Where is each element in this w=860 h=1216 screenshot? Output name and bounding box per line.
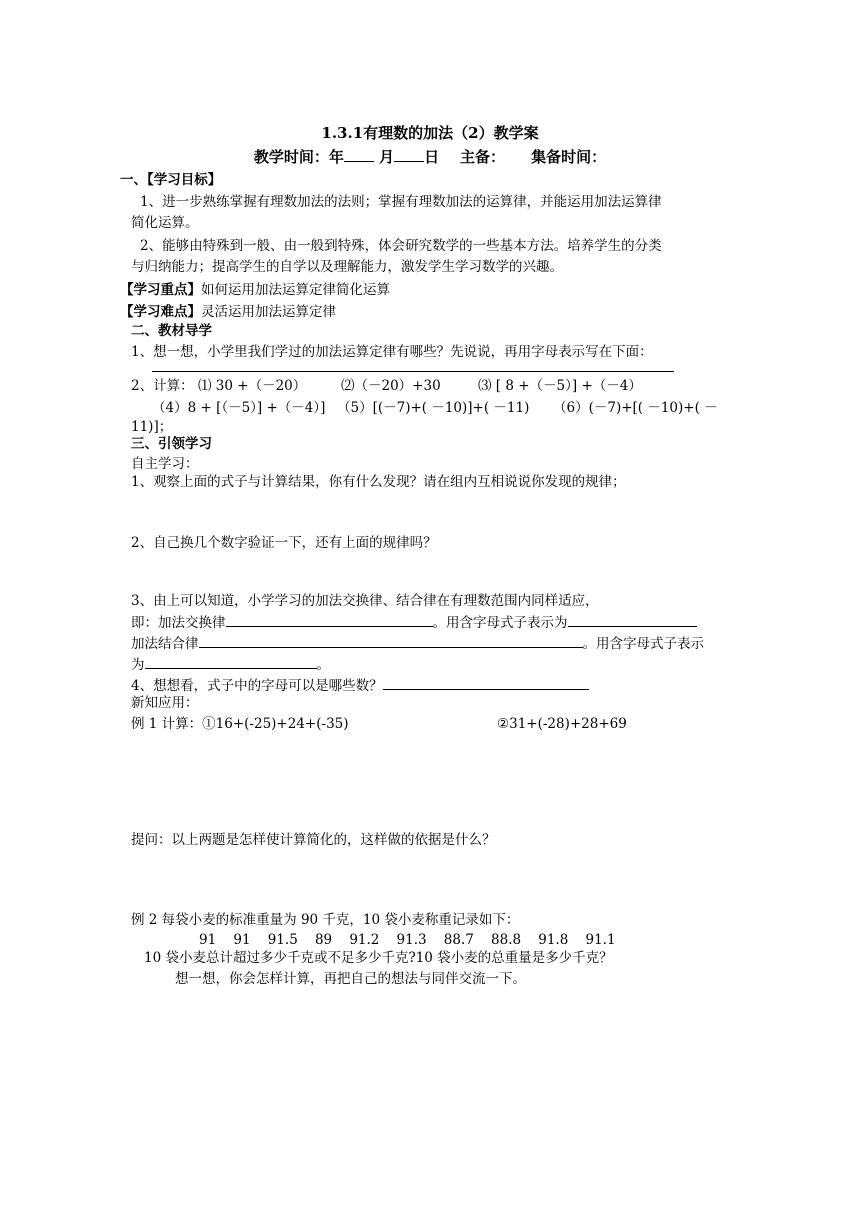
weight-value: 88.8	[491, 932, 522, 948]
letters-blank[interactable]	[383, 675, 589, 690]
goal1-line2: 简化运算。	[131, 215, 199, 231]
meta-line	[0, 147, 860, 167]
weight-value: 91	[199, 932, 217, 948]
question-2	[131, 376, 194, 396]
goal1-line1: 1、进一步熟练掌握有理数加法的法则；掌握有理数加法的运算律，并能运用加法运算律	[140, 194, 662, 210]
reflection-question: 提问：以上两题是怎样使计算简化的，这样做的依据是什么？	[131, 832, 496, 848]
q2-label: 2、计算：	[131, 378, 194, 394]
assoc-formula-blank[interactable]	[145, 654, 317, 669]
ex1-label: 例 1 计算：	[131, 716, 203, 732]
associative-line	[131, 633, 704, 654]
expr-6-cont: 11)]；	[131, 419, 173, 435]
assoc-blank[interactable]	[199, 633, 583, 648]
example-2-weights	[199, 930, 616, 950]
associative-formula-line	[131, 654, 330, 675]
weight-value: 91.2	[349, 932, 380, 948]
month-blank[interactable]	[344, 147, 374, 162]
answer-line-q1[interactable]	[152, 371, 674, 372]
example-2-line4: 想一想，你会怎样计算，再把自己的想法与同伴交流一下。	[175, 971, 526, 987]
meta-date-label: 教学时间：年	[253, 148, 344, 166]
study-item-3: 3、由上可以知道，小学学习的加法交换律、结合律在有理数范围内同样适应，	[131, 593, 599, 609]
ex1-expr-a: ①16+(-25)+24+(-35)	[202, 716, 349, 732]
difficulty-text: 灵活运用加法运算定律	[201, 304, 336, 320]
study-item-4	[131, 675, 589, 696]
page-title: 1.3.1有理数的加法（2）教学案	[321, 124, 539, 142]
weight-value: 91	[233, 932, 251, 948]
weight-value: 91.1	[585, 932, 616, 948]
expr-4: （4）8 + [（－5）] +（－4）]	[152, 400, 326, 416]
section3-heading: 三、引领学习	[131, 436, 212, 452]
key-point	[120, 280, 390, 300]
weight-value: 91.3	[396, 932, 427, 948]
day-blank[interactable]	[394, 147, 424, 162]
example-1	[131, 714, 349, 734]
line-end: 。	[316, 657, 330, 673]
meta-group-time: 集备时间：	[531, 148, 607, 166]
study-item-2: 2、自己换几个数字验证一下，还有上面的规律吗？	[131, 535, 437, 551]
key-label: 【学习重点】	[120, 282, 201, 298]
comm-prefix: 即：加法交换律	[131, 615, 226, 631]
meta-day: 日	[424, 148, 440, 166]
weight-value: 88.7	[443, 932, 474, 948]
difficulty-point	[120, 302, 336, 322]
expr-1: ⑴ 30 +（－20）	[198, 378, 307, 394]
difficulty-label: 【学习难点】	[120, 304, 201, 320]
key-text: 如何运用加法运算定律简化运算	[201, 282, 390, 298]
comm-formula-blank[interactable]	[568, 612, 697, 627]
wei-label: 为	[131, 657, 145, 673]
weight-value: 89	[314, 932, 333, 948]
goal2-line2: 与归纳能力；提高学生的自学以及理解能力，激发学生学习数学的兴趣。	[131, 259, 563, 275]
expr-2: ⑵（－20）+30	[341, 378, 441, 394]
example-2-line1: 例 2 每袋小麦的标准重量为 90 千克，10 袋小麦称重记录如下：	[131, 912, 520, 928]
new-application-label: 新知应用：	[131, 695, 199, 711]
expr-5: （5）[(－7)+( －10)]+( －11)	[337, 400, 530, 416]
section1-heading: 一、【学习目标】	[120, 172, 222, 188]
comm-suffix: 。用含字母式子表示为	[432, 615, 568, 631]
assoc-suffix: 。用含字母式子表示	[582, 636, 704, 652]
study-item-1: 1、观察上面的式子与计算结果，你有什么发现？请在组内互相说说你发现的规律；	[131, 474, 626, 490]
weight-value: 91.8	[538, 932, 569, 948]
study-item-4-text: 4、想想看，式子中的字母可以是哪些数？	[131, 678, 383, 694]
meta-month: 月	[379, 148, 395, 166]
goal2-line1: 2、能够由特殊到一般、由一般到特殊，体会研究数学的一些基本方法。培养学生的分类	[140, 238, 662, 254]
expr-6: （6）(－7)+[( －10)+( －	[553, 400, 718, 416]
assoc-prefix: 加法结合律	[131, 636, 199, 652]
example-2-line3: 10 袋小麦总计超过多少千克或不足多少千克?10 袋小麦的总重量是多少千克？	[144, 950, 613, 966]
question-1: 1、想一想，小学里我们学过的加法运算定律有哪些？先说说，再用字母表示写在下面：	[131, 344, 653, 360]
comm-blank[interactable]	[226, 612, 433, 627]
weight-value: 91.5	[267, 932, 298, 948]
expr-3: ⑶ [ 8 +（－5）] +（－4）	[478, 378, 642, 394]
commutative-line	[131, 612, 697, 633]
ex1-expr-b: ②31+(-28)+28+69	[497, 716, 627, 732]
section2-heading: 二、教材导学	[131, 323, 212, 339]
self-study-label: 自主学习：	[131, 456, 199, 472]
meta-preparer: 主备：	[460, 148, 506, 166]
